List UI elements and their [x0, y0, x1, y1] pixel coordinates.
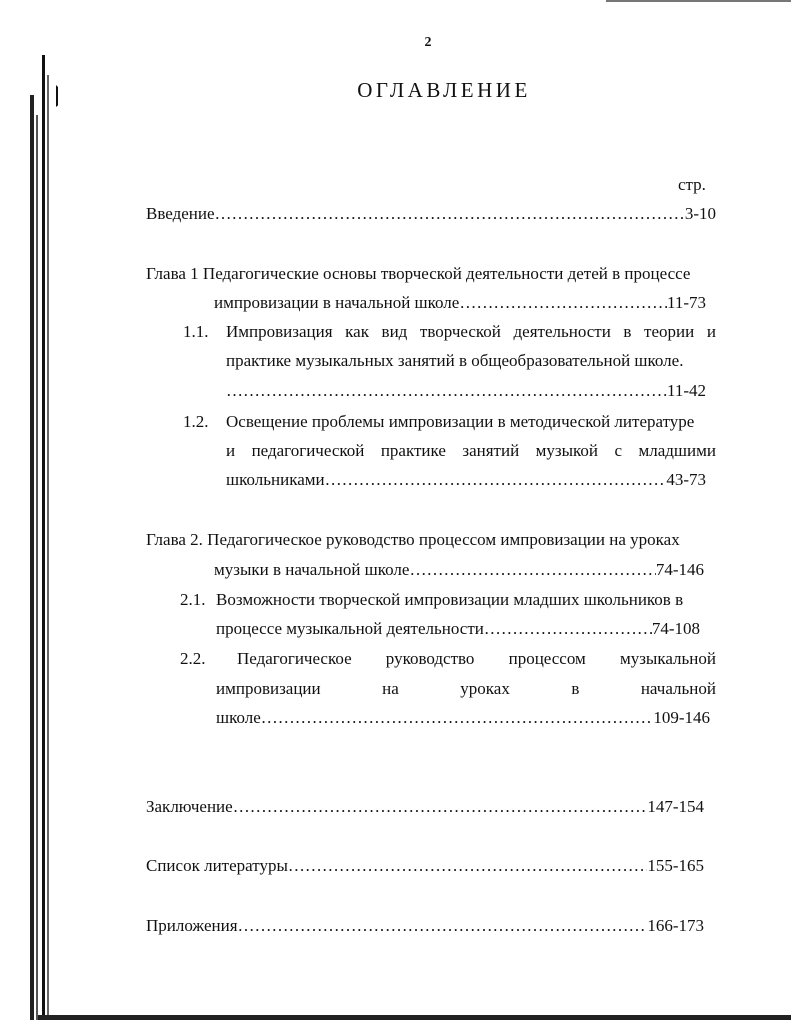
toc-entry-pages: 109-146 [653, 708, 710, 727]
toc-entry-chapter-1[interactable] [214, 293, 706, 313]
section-2-2-title-line2: импровизации на уроках в начальной [216, 679, 716, 698]
toc-entry-conclusion[interactable] [146, 797, 704, 817]
toc-entry-bibliography[interactable] [146, 856, 704, 876]
toc-entry-label: Заключение [146, 797, 233, 816]
toc-entry-intro[interactable] [146, 204, 716, 224]
chapter-2-title: Глава 2. Педагогическое руководство процессом импровизации на уроках [146, 530, 680, 549]
leader-dots [233, 797, 648, 817]
toc-entry-label: школьниками [226, 470, 325, 489]
toc-entry-section-1-1[interactable] [226, 381, 706, 401]
toc-entry-section-2-2[interactable] [216, 708, 710, 728]
toc-entry-label: музыки в начальной школе [214, 560, 410, 579]
toc-entry-pages: 3-10 [684, 204, 716, 223]
toc-entry-pages: 147-154 [647, 797, 704, 816]
toc-entry-pages: 11-42 [666, 381, 706, 400]
toc-entry-pages: 43-73 [666, 470, 706, 489]
section-1-2-title-line2: и педагогической практике занятий музыкой с младшими [226, 441, 716, 460]
chapter-1-title: Глава 1 Педагогические основы творческой деятельности детей в процессе [146, 264, 691, 283]
section-1-1-title-line2: практике музыкальных занятий в общеобразовательной школе. [226, 351, 684, 370]
section-number: 1.2. [183, 412, 209, 431]
leader-dots [459, 293, 667, 313]
toc-entry-pages: 166-173 [647, 916, 704, 935]
toc-entry-label: Список литературы [146, 856, 288, 875]
toc-entry-label: Введение [146, 204, 215, 223]
section-1-1-title-line1: Импровизация как вид творческой деятельности в теории и [226, 322, 716, 341]
section-2-1-title-line1: Возможности творческой импровизации младших школьников в [216, 590, 684, 609]
toc-entry-pages: 155-165 [647, 856, 704, 875]
leader-dots [409, 560, 655, 580]
scan-artifact-bottom-edge [38, 1015, 791, 1020]
section-number: 2.1. [180, 590, 206, 609]
toc-entry-chapter-2[interactable] [214, 560, 704, 580]
toc-entry-section-2-1[interactable] [216, 619, 700, 639]
leader-dots [238, 916, 648, 936]
scan-artifact-left-edge [30, 55, 58, 1020]
section-1-2-title-line1: Освещение проблемы импровизации в методической литературе [226, 412, 695, 431]
toc-entry-label: процессе музыкальной деятельности [216, 619, 484, 638]
section-number: 1.1. [183, 322, 209, 341]
leader-dots [325, 470, 667, 490]
toc-entry-section-1-2[interactable] [226, 470, 706, 490]
section-2-2-title-line1: Педагогическое руководство процессом музыкальной [237, 649, 716, 668]
toc-entry-label: школе [216, 708, 261, 727]
leader-dots [261, 708, 654, 728]
toc-entry-pages: 74-108 [651, 619, 700, 638]
toc-entry-pages: 74-146 [655, 560, 704, 579]
leader-dots [484, 619, 652, 639]
section-number: 2.2. [180, 649, 206, 668]
scan-artifact-top-line [606, 0, 791, 2]
toc-entry-pages: 11-73 [666, 293, 706, 312]
leader-dots [226, 381, 667, 401]
leader-dots [288, 856, 647, 876]
toc-entry-label: Приложения [146, 916, 238, 935]
toc-entry-label: импровизации в начальной школе [214, 293, 460, 312]
page-number: 2 [424, 35, 432, 50]
page-title: ОГЛАВЛЕНИЕ [357, 78, 531, 102]
toc-entry-appendices[interactable] [146, 916, 704, 936]
pages-column-label: стр. [678, 175, 706, 194]
leader-dots [215, 204, 685, 224]
